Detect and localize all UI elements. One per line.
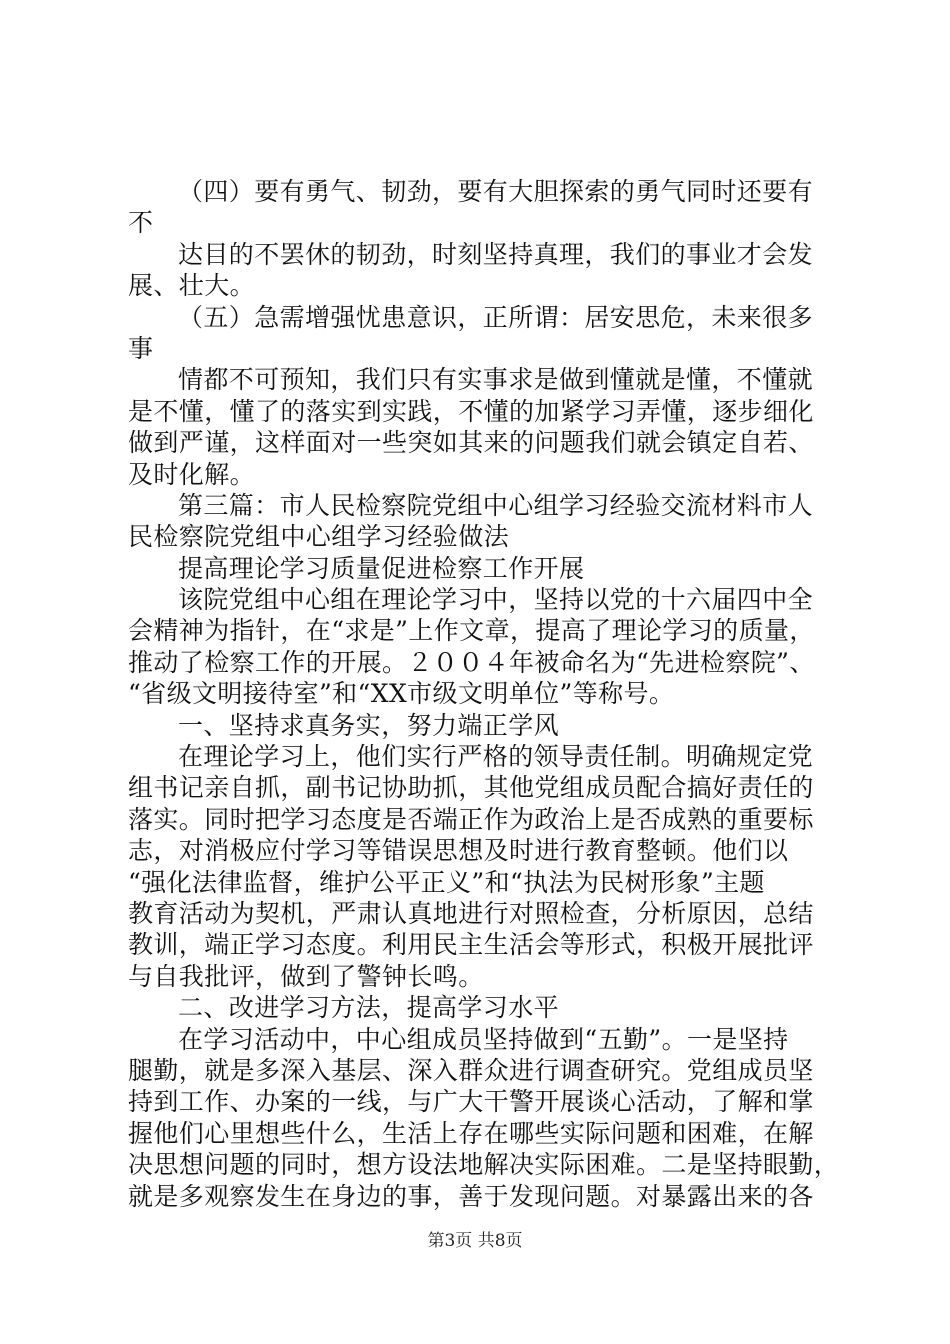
text-line: 就是多观察发生在身边的事，善于发现问题。对暴露出来的各 xyxy=(128,1181,814,1211)
document-body xyxy=(128,176,840,1212)
text-line: 组书记亲自抓，副书记协助抓，其他党组成员配合搞好责任的 xyxy=(128,773,814,803)
text-line: 推动了检察工作的开展。２００４年被命名为“先进检察院”、 xyxy=(128,647,815,677)
text-line: 该院党组中心组在理论学习中，坚持以党的十六届四中全 xyxy=(178,585,814,615)
text-line: 及时化解。 xyxy=(128,459,256,489)
text-line: 握他们心里想些什么，生活上存在哪些实际问题和困难，在解 xyxy=(128,1118,814,1148)
text-line: 在学习活动中，中心组成员坚持做到“五勤”。一是坚持 xyxy=(178,1024,789,1054)
text-line: 做到严谨，这样面对一些突如其来的问题我们就会镇定自若、 xyxy=(128,428,814,458)
text-line: 是不懂，懂了的落实到实践，不懂的加紧学习弄懂，逐步细化 xyxy=(128,396,814,426)
text-line: “省级文明接待室”和“XX市级文明单位”等称号。 xyxy=(128,679,675,709)
text-line: 与自我批评，做到了警钟长鸣。 xyxy=(128,961,484,991)
text-line: 第三篇：市人民检察院党组中心组学习经验交流材料市人 xyxy=(178,490,814,520)
text-line: 志，对消极应付学习等错误思想及时进行教育整顿。他们以 xyxy=(128,836,789,866)
text-line: 民检察院党组中心组学习经验做法 xyxy=(128,522,510,552)
text-line: 事 xyxy=(128,333,154,363)
text-line: 情都不可预知，我们只有实事求是做到懂就是懂，不懂就 xyxy=(178,365,814,395)
text-line: 一、坚持求真务实，努力端正学风 xyxy=(178,710,560,740)
text-line: 在理论学习上，他们实行严格的领导责任制。明确规定党 xyxy=(178,742,814,772)
text-line: 教训，端正学习态度。利用民主生活会等形式，积极开展批评 xyxy=(128,930,814,960)
text-line: 落实。同时把学习态度是否端正作为政治上是否成熟的重要标 xyxy=(128,804,814,834)
text-line: 持到工作、办案的一线，与广大干警开展谈心活动，了解和掌 xyxy=(128,1087,814,1117)
text-line: 提高理论学习质量促进检察工作开展 xyxy=(178,553,585,583)
text-line: 展、壮大。 xyxy=(128,271,256,301)
page-footer: 第3页 共8页 xyxy=(427,1231,523,1251)
text-line: 二、改进学习方法，提高学习水平 xyxy=(178,993,560,1023)
text-line: 教育活动为契机，严肃认真地进行对照检查，分析原因，总结 xyxy=(128,898,814,928)
text-line: （四）要有勇气、韧劲，要有大胆探索的勇气同时还要有 xyxy=(178,177,814,206)
text-line: “强化法律监督，维护公平正义”和“执法为民树形象”主题 xyxy=(128,867,765,897)
text-line: 不 xyxy=(128,208,154,238)
text-line: （五）急需增强忧患意识，正所谓：居安思危，未来很多 xyxy=(178,302,814,332)
text-line: 达目的不罢休的韧劲，时刻坚持真理，我们的事业才会发 xyxy=(178,239,814,269)
text-line: 决思想问题的同时，想方设法地解决实际困难。二是坚持眼勤， xyxy=(128,1150,840,1180)
text-line: 会精神为指针，在“求是”上作文章，提高了理论学习的质量， xyxy=(128,616,815,646)
text-line: 腿勤，就是多深入基层、深入群众进行调查研究。党组成员坚 xyxy=(128,1055,814,1085)
